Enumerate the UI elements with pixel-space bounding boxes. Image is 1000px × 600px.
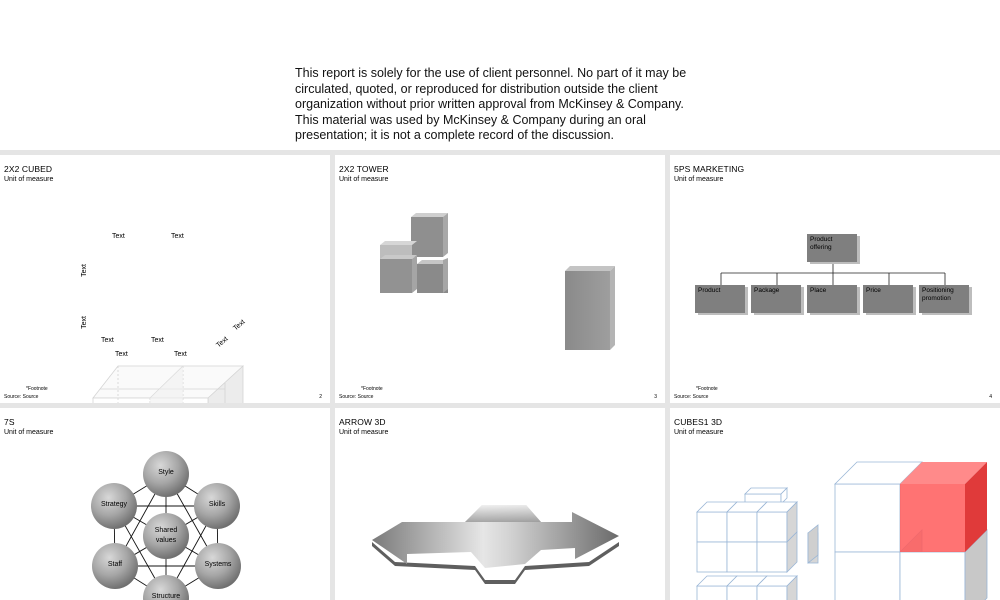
page-number: 4 (989, 394, 992, 400)
org-box-place (807, 285, 857, 313)
page-number: 2 (319, 394, 322, 400)
disclaimer-line: circulated, quoted, or reproduced for distribution outside the client (295, 81, 658, 96)
org-box-positioning (919, 285, 969, 313)
slide-unit: Unit of measure (339, 429, 389, 436)
org-box-package (751, 285, 801, 313)
slide-thumbnail-cubes1-3d[interactable] (670, 408, 1000, 600)
cube-label: Text (112, 233, 125, 240)
box-label: Package (754, 287, 780, 294)
slide-unit: Unit of measure (4, 429, 54, 436)
disclaimer-line: This material was used by McKinsey & Company during an oral (295, 112, 646, 127)
slide-thumbnail-5ps-marketing[interactable] (670, 155, 1000, 403)
disclaimer-line: organization without prior written approval from McKinsey & Company. (295, 97, 684, 111)
slide-title: 5PS MARKETING (674, 164, 745, 174)
slide-thumbnail-7s[interactable] (0, 408, 330, 600)
org-box-root (807, 234, 857, 262)
slide-title: 2X2 CUBED (4, 164, 53, 174)
sphere-label-strategy: Strategy (100, 501, 128, 508)
sphere-label-structure: Structure (151, 593, 181, 600)
footnote: *Footnote (361, 386, 383, 392)
slide-title: ARROW 3D (339, 417, 386, 427)
slide-thumbnail-arrow-3d[interactable] (335, 408, 665, 600)
box-label: Product (810, 236, 833, 243)
sphere-label-style: Style (158, 469, 174, 476)
org-box-product (695, 285, 745, 313)
disclaimer-line: This report is solely for the use of client personnel. No part of it may be (295, 66, 687, 80)
footnote: *Footnote (696, 386, 718, 392)
source-note: Source: Source (674, 394, 709, 400)
slide-title: CUBES1 3D (674, 417, 723, 427)
cube-label: Text (101, 337, 114, 344)
source-note: Source: Source (339, 394, 374, 400)
box-label: Place (810, 287, 827, 294)
cube-label: Text (151, 337, 164, 344)
tower-diagram (335, 155, 665, 403)
cube-label: Text (215, 335, 230, 350)
sphere-label-systems: Systems (204, 561, 232, 568)
disclaimer-text (295, 66, 715, 144)
box-label: Price (866, 287, 881, 294)
arrow-3d-graphic (335, 408, 665, 600)
cube-label: Text (115, 351, 128, 358)
sphere-label-line: Shared (154, 527, 178, 534)
cube-label: Text (174, 351, 187, 358)
cube-label: Text (232, 318, 247, 333)
page-number: 3 (654, 394, 657, 400)
org-chart-lines (670, 155, 1000, 403)
source-note: Source: Source (4, 394, 39, 400)
sphere-label-line: values (155, 537, 177, 544)
slide-title: 2X2 TOWER (339, 164, 389, 174)
slide-unit: Unit of measure (674, 176, 724, 183)
box-label: promotion (922, 295, 951, 302)
slide-title: 7S (4, 417, 15, 427)
box-label: Positioning (922, 287, 954, 294)
cube-diagram (0, 155, 330, 403)
sphere-label-shared-values (146, 526, 186, 546)
cube-label: Text (80, 316, 88, 329)
box-label: Product (698, 287, 721, 294)
cubes-3d-graphic (670, 408, 1000, 600)
slide-thumbnail-2x2-cubed[interactable] (0, 155, 330, 403)
sphere-label-skills: Skills (208, 501, 226, 508)
org-box-price (863, 285, 913, 313)
box-label: offering (810, 244, 832, 251)
footnote: *Footnote (26, 386, 48, 392)
slide-unit: Unit of measure (4, 176, 54, 183)
cube-label: Text (80, 264, 88, 277)
slide-unit: Unit of measure (674, 429, 724, 436)
disclaimer-line: presentation; it is not a complete record of the discussion. (295, 128, 614, 142)
slide-thumbnail-2x2-tower[interactable] (335, 155, 665, 403)
cube-label: Text (171, 233, 184, 240)
seven-s-diagram (0, 408, 330, 600)
slide-unit: Unit of measure (339, 176, 389, 183)
sphere-label-staff: Staff (107, 561, 123, 568)
